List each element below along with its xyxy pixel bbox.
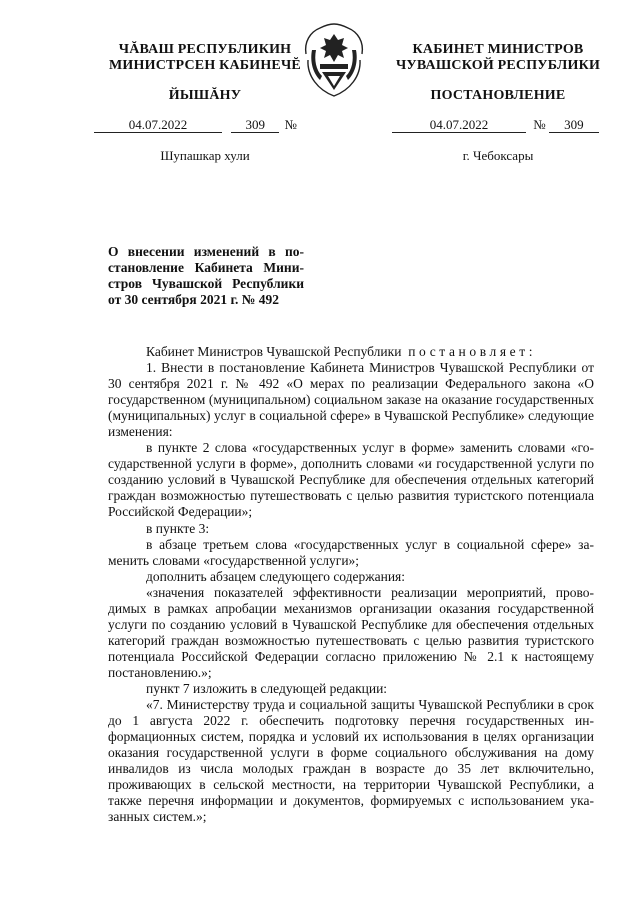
intro-paragraph xyxy=(108,344,594,360)
left-number-sign: № xyxy=(284,117,297,132)
body-paragraph: в пункте 2 слова «государственных услуг в форме» заменить словами «государственной услуги в форме», дополнить словами «и государственной услуги по созданию условий в Чувашской Республике для обеспечения отдельных категорий граждан возможностью путешествовать с целью развития туристского потенциала Российской Федерации»; xyxy=(108,440,594,520)
right-org-line1: КАБИНЕТ МИНИСТРОВ xyxy=(412,42,584,57)
left-city: Шупашкар хули xyxy=(160,148,250,163)
body-paragraph: в абзаце третьем слова «государственных услуг в социальной сфере» заменить словами «государственной услуги»; xyxy=(108,536,594,568)
right-doc-type: ПОСТАНОВЛЕНИЕ xyxy=(430,88,566,103)
left-date: 04.07.2022 xyxy=(94,117,222,133)
right-number: 309 xyxy=(549,117,599,133)
left-number: 309 xyxy=(231,117,279,133)
body-paragraph: 1. Внести в постановление Кабинета Министров Чувашской Республики от 30 сентября 2021 г. № 492 «О мерах по реализации Федерального закона «О государственном (муниципальном) социальном заказе на оказание государственных (муниципальных) услуг в социальной сфере» в Чувашской Республике» следующие изменения: xyxy=(108,360,594,440)
left-org-name xyxy=(88,42,322,74)
right-org-line2: ЧУВАШСКОЙ РЕСПУБЛИКИ xyxy=(395,58,601,73)
coat-of-arms-icon xyxy=(298,20,370,100)
document-title: О внесении изменений в постановление Кабинета Министров Чувашской Республики от 30 сентября 2021 г. № 492 xyxy=(108,244,304,307)
right-org-name xyxy=(382,42,614,74)
body-paragraph: в пункте 3: xyxy=(146,520,210,536)
body-paragraph: «значения показателей эффективности реализации мероприятий, проводимых в рамках апробации механизмов организации оказания государственной услуги по созданию условий в Чувашской Республике для обеспечения отдельных категорий граждан возможностью путешествовать с целью развития туристского потенциала Российской Федерации согласно приложению № 2.1 к настоящему постановлению.»; xyxy=(108,584,594,680)
document-body xyxy=(108,344,594,825)
coat-of-arms-emblem xyxy=(298,20,370,100)
intro-text: Кабинет Министров Чувашской Республики xyxy=(146,344,402,359)
body-paragraph: дополнить абзацем следующего содержания: xyxy=(146,568,406,584)
left-doc-type: ЙЫШĂНУ xyxy=(168,88,242,103)
right-date-number-row xyxy=(392,117,602,133)
left-org-line2: МИНИСТРСЕН КАБИНЕЧĔ xyxy=(109,58,301,73)
intro-resolves: постановляет: xyxy=(408,344,537,359)
right-number-sign: № xyxy=(533,117,546,132)
right-city: г. Чебоксары xyxy=(462,148,534,163)
body-paragraph: пункт 7 изложить в следующей редакции: xyxy=(146,680,388,696)
right-date: 04.07.2022 xyxy=(392,117,526,133)
body-paragraph: «7. Министерству труда и социальной защиты Чувашской Республики в срок до 1 августа 2022 г. обеспечить подготовку перечня государственных информационных систем, порядка и условий их использования в целях организации оказания государственной услуги в форме социального обслуживания на дому инвалидов из числа молодых граждан в возрасте до 35 лет включительно, проживающих в сельской местности, на территории Чувашской Республики, а также перечня информации и документов, формируемых с использованием указанных систем.»; xyxy=(108,697,594,825)
left-date-number-row xyxy=(94,117,324,133)
left-org-line1: ЧĂВАШ РЕСПУБЛИКИН xyxy=(118,42,292,57)
